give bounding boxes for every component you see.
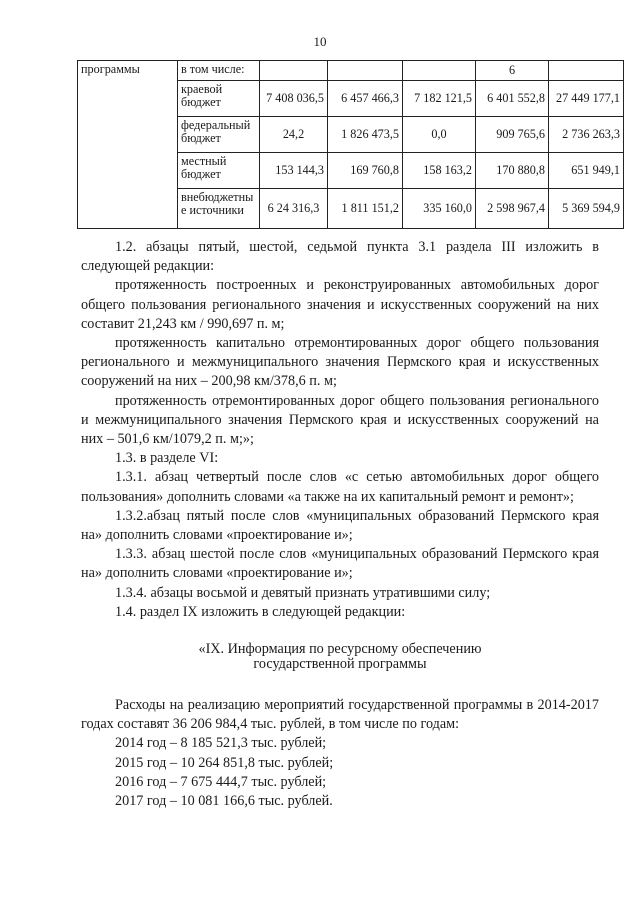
year-line: 2015 год – 10 264 851,8 тыс. рублей; <box>115 754 334 771</box>
year-line: 2014 год – 8 185 521,3 тыс. рублей; <box>115 735 327 752</box>
row-label: внебюджетны е источники <box>178 189 260 229</box>
table-cell: 6 <box>476 61 549 81</box>
paragraph: протяженность капитально отремонтированных дорог общего пользования регионального и межмуниципального значения Пермского края и искусственных сооружений на них – 200,98 км/378,6 п. м; <box>81 335 599 390</box>
year-line: 2017 год – 10 081 166,6 тыс. рублей. <box>115 793 333 810</box>
table-cell: 2 598 967,4 <box>476 189 549 229</box>
table-cell: 5 369 594,9 <box>549 189 624 229</box>
table-cell: 7 182 121,5 <box>403 81 476 117</box>
table-cell: 153 144,3 <box>260 153 328 189</box>
table-cell: 335 160,0 <box>403 189 476 229</box>
row-label: краевой бюджет <box>178 81 260 117</box>
paragraph: 1.3.4. абзацы восьмой и девятый признать утратившими силу; <box>115 584 491 601</box>
paragraph: 1.3.3. абзац шестой после слов «муниципальных образований Пермского края на» дополнить словами «проектирование и»; <box>81 546 599 582</box>
table-cell: 158 163,2 <box>403 153 476 189</box>
table-cell: 1 811 151,2 <box>328 189 403 229</box>
table-cell: 1 826 473,5 <box>328 117 403 153</box>
table-cell: 6 24 316,3 <box>260 189 328 229</box>
paragraph: 1.3.1. абзац четвертый после слов «с сетью автомобильных дорог общего пользования» дополнить словами «а также на их капитальный ремонт и ремонт»; <box>81 469 599 505</box>
program-cell: программы <box>78 61 178 229</box>
row-label: федеральный бюджет <box>178 117 260 153</box>
section-heading-line2: государственной программы <box>253 656 427 673</box>
table-cell: 7 408 036,5 <box>260 81 328 117</box>
table-row <box>78 61 624 81</box>
table-cell: 24,2 <box>260 117 328 153</box>
table-cell: 169 760,8 <box>328 153 403 189</box>
paragraph: протяженность построенных и реконструированных автомобильных дорог общего пользования регионального значения и искусственных сооружений на них составит 21,243 км / 990,697 п. м; <box>81 277 599 332</box>
section-heading <box>81 642 599 672</box>
summary-paragraph: Расходы на реализацию мероприятий государственной программы в 2014-2017 годах составят 36 206 984,4 тыс. рублей, в том числе по годам: <box>81 697 599 733</box>
page-number: 10 <box>313 34 327 49</box>
table-cell: 27 449 177,1 <box>549 81 624 117</box>
paragraph: протяженность отремонтированных дорог общего пользования регионального и межмуниципального значения Пермского края и искусственных сооружений на них – 501,6 км/1079,2 п. м;»; <box>81 392 599 448</box>
table-cell: 2 736 263,3 <box>549 117 624 153</box>
paragraph: 1.2. абзацы пятый, шестой, седьмой пункта 3.1 раздела III изложить в следующей редакции: <box>81 239 599 275</box>
table-cell <box>328 61 403 81</box>
row-label: в том числе: <box>178 61 260 81</box>
table-cell <box>403 61 476 81</box>
table-cell: 909 765,6 <box>476 117 549 153</box>
table-cell <box>260 61 328 81</box>
document-body <box>81 238 599 811</box>
table-cell: 170 880,8 <box>476 153 549 189</box>
year-line: 2016 год – 7 675 444,7 тыс. рублей; <box>115 773 327 790</box>
table-cell: 6 457 466,3 <box>328 81 403 117</box>
table-cell: 6 401 552,8 <box>476 81 549 117</box>
budget-table <box>77 60 624 229</box>
paragraph: 1.3. в разделе VI: <box>115 450 219 467</box>
section-heading-line1: «IX. Информация по ресурсному обеспечению <box>198 641 482 658</box>
table-cell: 0,0 <box>403 117 476 153</box>
paragraph: 1.4. раздел IX изложить в следующей редакции: <box>115 603 406 620</box>
table-cell: 651 949,1 <box>549 153 624 189</box>
row-label: местный бюджет <box>178 153 260 189</box>
paragraph: 1.3.2.абзац пятый после слов «муниципальных образований Пермского края на» дополнить словами «проектирование и»; <box>81 507 599 544</box>
table-cell <box>549 61 624 81</box>
